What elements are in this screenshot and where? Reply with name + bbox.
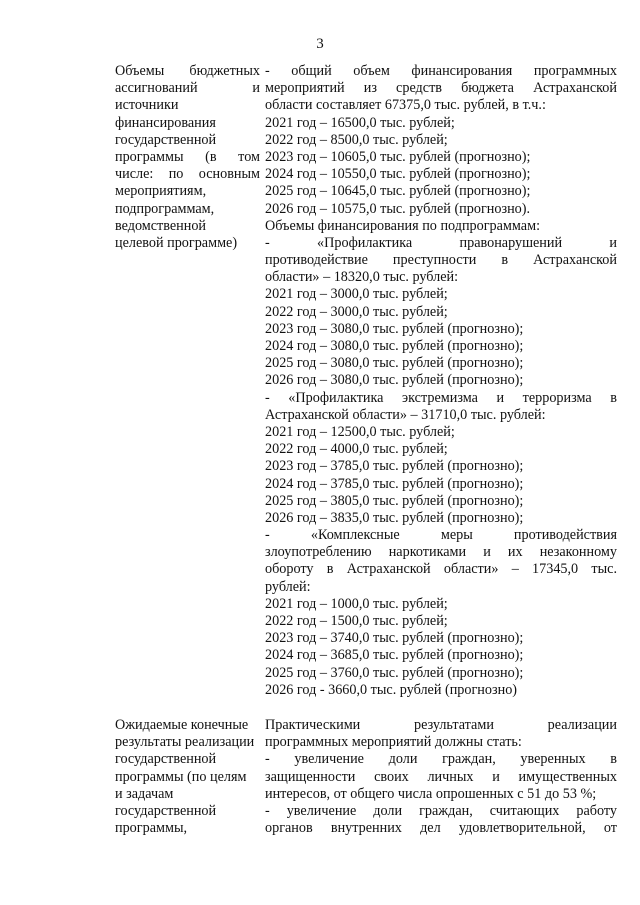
content-line: 2026 год – 3835,0 тыс. рублей (прогнозно); [265, 509, 524, 526]
content-line: - «Профилактика экстремизма и терроризма в [265, 389, 617, 406]
content-line: обороту в Астраханской области» – 17345,0 тыс. [265, 561, 617, 578]
content-line: - увеличение доли граждан, уверенных в [265, 751, 617, 768]
content-line: 2025 год – 10645,0 тыс. рублей (прогнозно); [265, 183, 531, 200]
label-line: Объемы бюджетных [115, 63, 260, 79]
label-line: программы (по целям [115, 768, 247, 785]
label-line: результаты реализации [115, 734, 255, 751]
content-line: 2022 год – 1500,0 тыс. рублей; [265, 613, 448, 629]
content-line: рублей: [265, 578, 311, 595]
content-line: программных мероприятий должны стать: [265, 734, 522, 751]
content-line: злоупотреблению наркотиками и их незаконному [265, 544, 617, 561]
section1-label [115, 63, 260, 252]
content-line: Объемы финансирования по подпрограммам: [265, 217, 541, 234]
section1-content [265, 63, 617, 699]
label-line: ассигнований и [115, 80, 260, 97]
label-line: числе: по основным [115, 166, 260, 183]
section2-label [115, 717, 260, 837]
content-line: области составляет 67375,0 тыс. рублей, в т.ч.: [265, 97, 546, 114]
content-line: Практическими результатами реализации [265, 717, 617, 733]
content-line: - «Профилактика правонарушений и [265, 234, 617, 251]
section2-content [265, 717, 617, 837]
content-line: 2022 год – 3000,0 тыс. рублей; [265, 303, 448, 320]
label-line: финансирования [115, 114, 216, 131]
label-line: мероприятиям, [115, 183, 207, 200]
label-line: программы (в том [115, 148, 260, 165]
content-line: противодействие преступности в Астраханской [265, 252, 617, 269]
label-line: и задачам [115, 785, 174, 802]
label-line: государственной [115, 802, 217, 819]
label-line: целевой программе) [115, 234, 238, 251]
label-line: подпрограммам, [115, 200, 215, 217]
label-line: Ожидаемые конечные [115, 717, 249, 733]
label-line: государственной [115, 751, 217, 768]
content-line: 2026 год – 3080,0 тыс. рублей (прогнозно); [265, 372, 524, 389]
content-line: 2024 год – 10550,0 тыс. рублей (прогнозно); [265, 166, 531, 183]
content-line: органов внутренних дел удовлетворительной, от [265, 820, 617, 837]
content-line: 2025 год – 3805,0 тыс. рублей (прогнозно); [265, 492, 524, 509]
content-line: 2024 год – 3785,0 тыс. рублей (прогнозно); [265, 475, 524, 492]
content-line: - увеличение доли граждан, считающих работу [265, 802, 617, 819]
content-line: 2023 год – 3785,0 тыс. рублей (прогнозно); [265, 458, 524, 475]
content-line: 2026 год – 10575,0 тыс. рублей (прогнозно). [265, 200, 531, 217]
content-line: 2024 год – 3685,0 тыс. рублей (прогнозно); [265, 647, 524, 664]
label-line: ведомственной [115, 217, 207, 234]
content-line: мероприятий из средств бюджета Астраханской [265, 80, 617, 97]
content-line: 2026 год - 3660,0 тыс. рублей (прогнозно) [265, 681, 518, 698]
label-line: источники [115, 97, 179, 114]
content-line: - общий объем финансирования программных [265, 63, 617, 79]
label-line: программы, [115, 820, 188, 837]
content-line: интересов, от общего числа опрошенных с 51 до 53 %; [265, 785, 597, 802]
content-line: 2023 год – 10605,0 тыс. рублей (прогнозно); [265, 148, 531, 165]
content-line: 2023 год – 3080,0 тыс. рублей (прогнозно); [265, 320, 524, 337]
content-line: защищенности своих личных и имущественных [265, 768, 617, 785]
page-number: 3 [316, 36, 324, 52]
content-line: - «Комплексные меры противодействия [265, 527, 617, 544]
content-line: 2023 год – 3740,0 тыс. рублей (прогнозно); [265, 630, 524, 647]
content-line: Астраханской области» – 31710,0 тыс. рублей: [265, 406, 546, 423]
content-line: 2021 год – 3000,0 тыс. рублей; [265, 286, 448, 303]
content-line: 2021 год – 12500,0 тыс. рублей; [265, 423, 455, 440]
label-line: государственной [115, 131, 217, 148]
content-line: 2021 год – 1000,0 тыс. рублей; [265, 595, 448, 612]
content-line: 2025 год – 3080,0 тыс. рублей (прогнозно); [265, 355, 524, 372]
content-line: 2024 год – 3080,0 тыс. рублей (прогнозно); [265, 338, 524, 354]
content-line: 2021 год – 16500,0 тыс. рублей; [265, 114, 455, 131]
content-line: 2025 год – 3760,0 тыс. рублей (прогнозно); [265, 664, 524, 681]
content-line: 2022 год – 8500,0 тыс. рублей; [265, 131, 448, 148]
content-line: области» – 18320,0 тыс. рублей: [265, 269, 459, 286]
content-line: 2022 год – 4000,0 тыс. рублей; [265, 441, 448, 458]
